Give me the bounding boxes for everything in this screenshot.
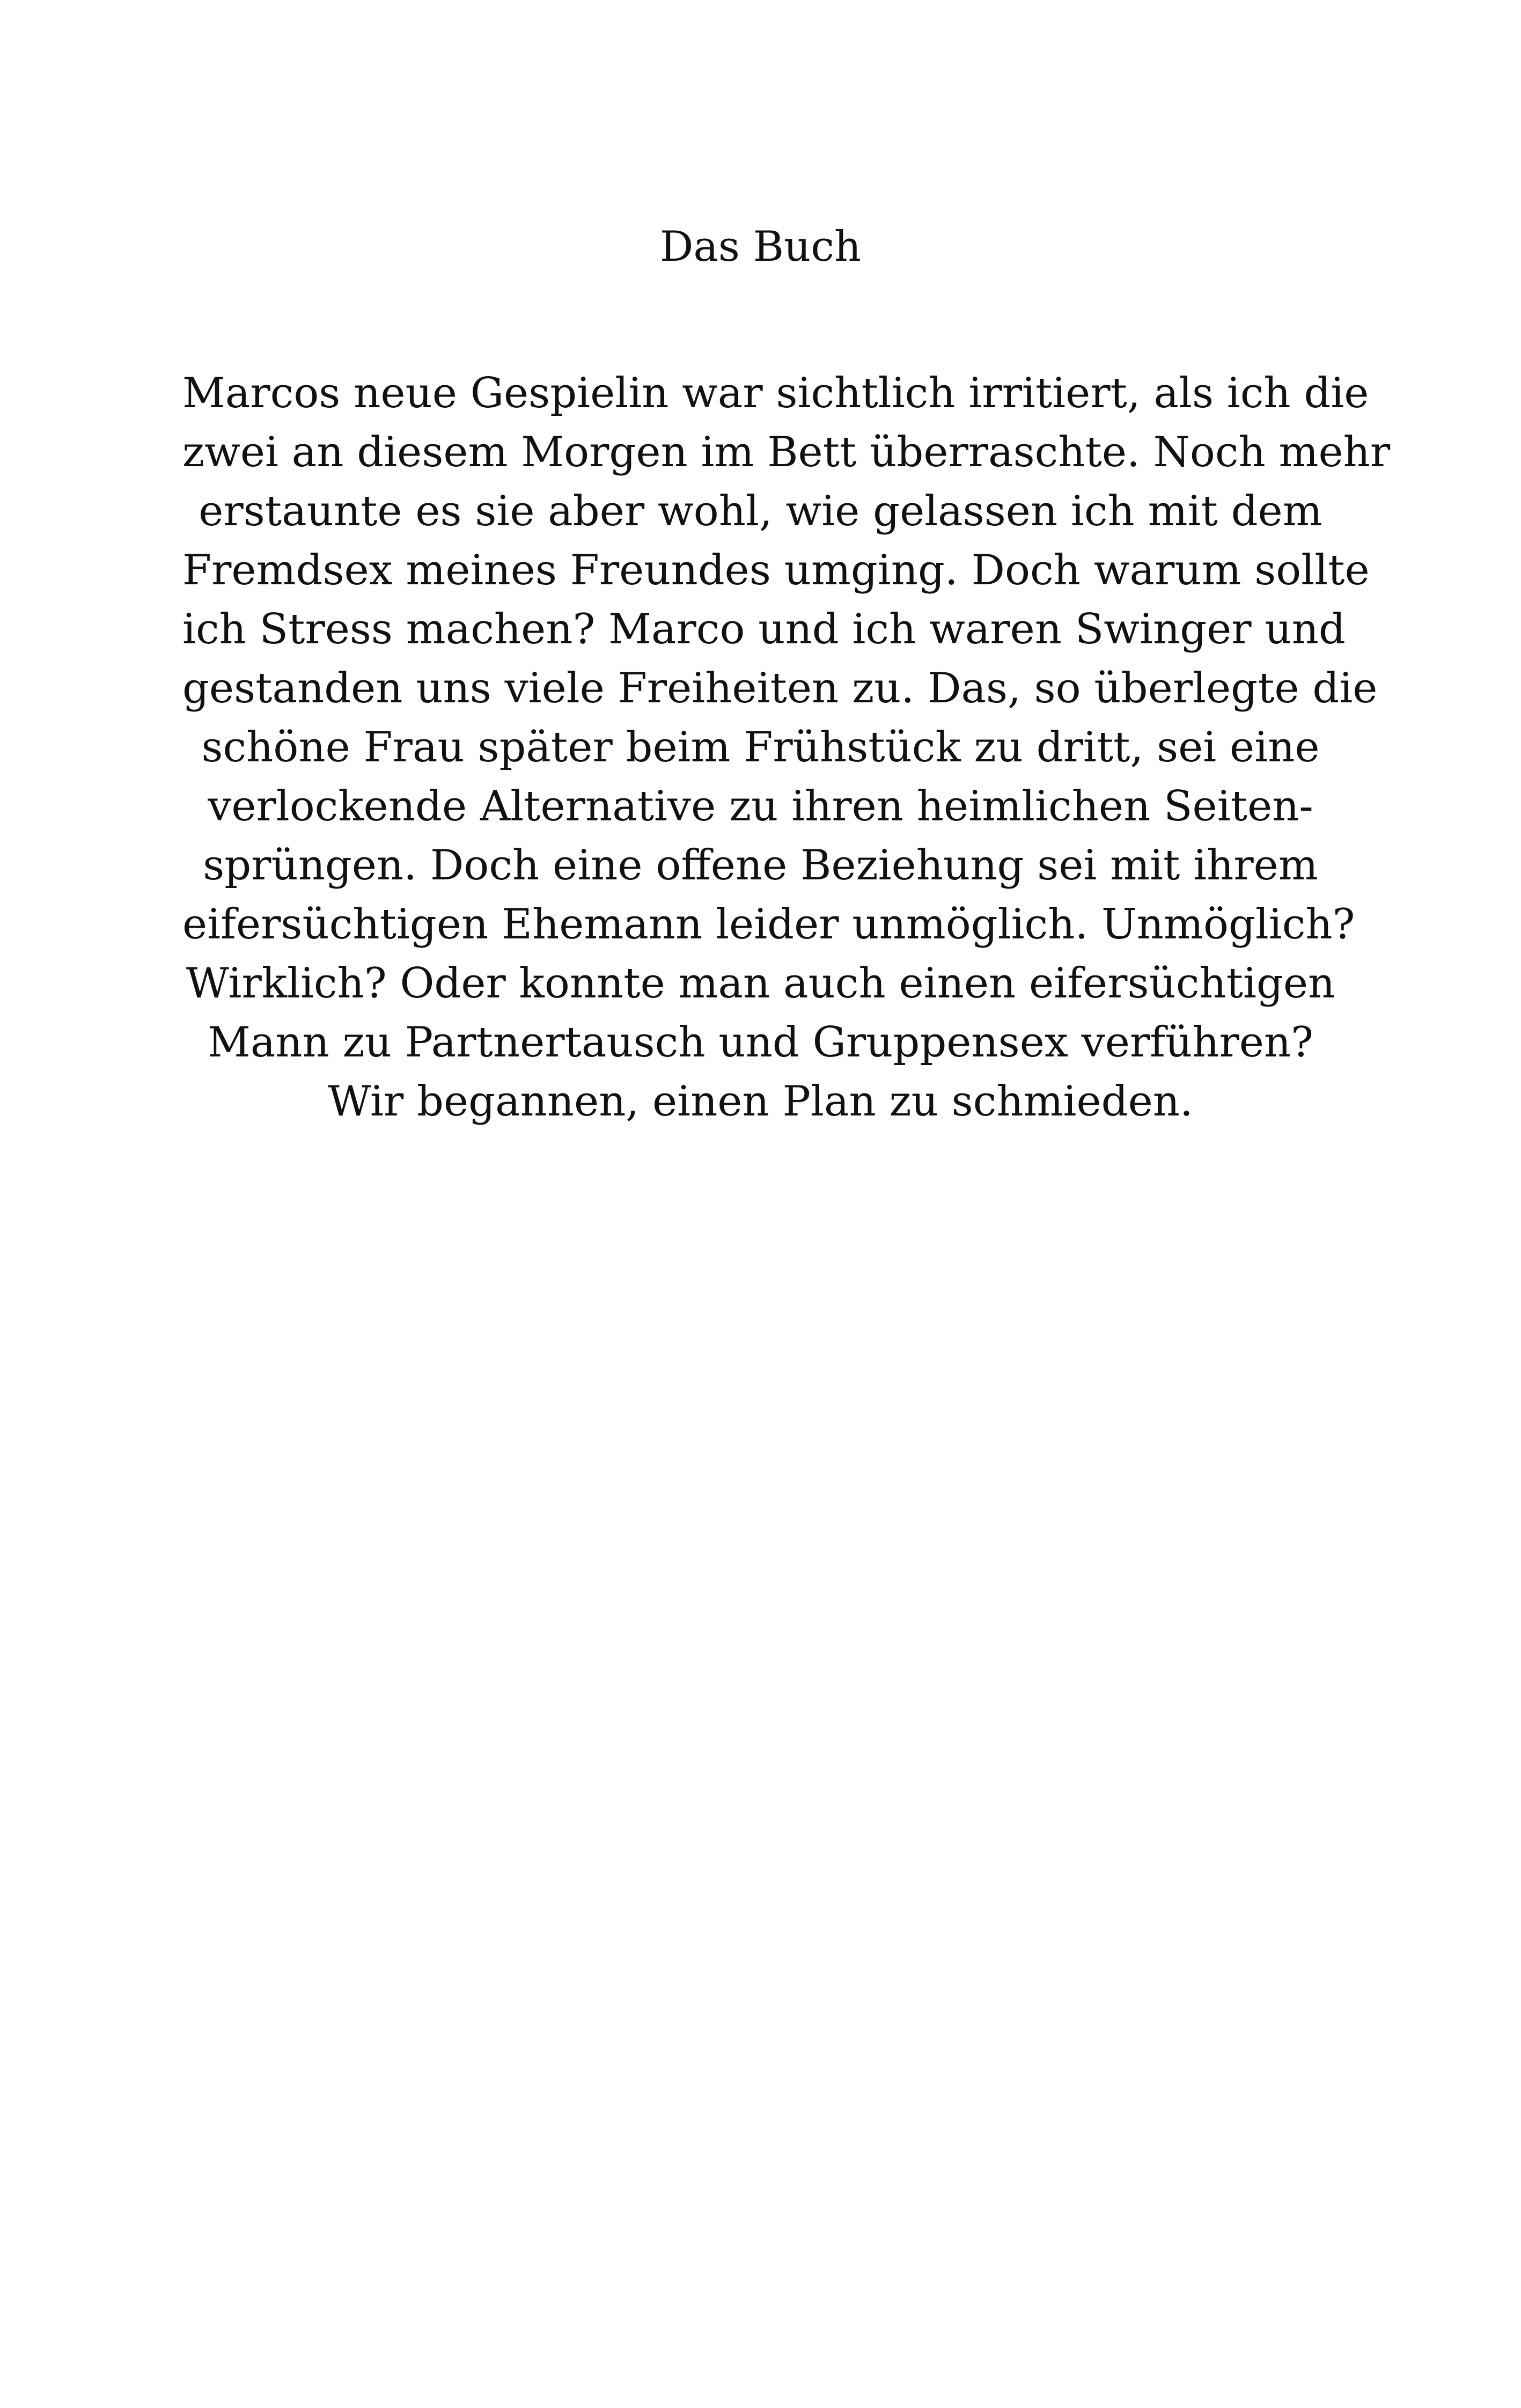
blurb-line: ich Stress machen? Marco und ich waren Swinger und: [182, 605, 1346, 654]
blurb-line: Mann zu Partnertausch und Gruppensex verführen?: [208, 1018, 1313, 1067]
blurb-line: Marcos neue Gespielin war sichtlich irritiert, als ich die: [182, 369, 1369, 417]
blurb-line: eifersüchtigen Ehemann leider unmöglich. Unmöglich?: [182, 900, 1355, 949]
blurb-line: sprüngen. Doch eine offene Beziehung sei mit ihrem: [203, 841, 1318, 890]
blurb-line: schöne Frau später beim Frühstück zu dritt, sei eine: [201, 723, 1320, 772]
book-blurb: [182, 364, 1391, 1131]
blurb-line: verlockende Alternative zu ihren heimlichen Seiten-: [208, 782, 1313, 831]
blurb-line: gestanden uns viele Freiheiten zu. Das, so überlegte die: [182, 664, 1378, 713]
page-title: Das Buch: [659, 223, 862, 271]
blurb-line: Wirklich? Oder konnte man auch einen eifersüchtigen: [186, 959, 1335, 1008]
blurb-line: Wir begannen, einen Plan zu schmieden.: [328, 1077, 1193, 1126]
blurb-line: erstaunte es sie aber wohl, wie gelassen ich mit dem: [199, 487, 1322, 535]
blurb-line: zwei an diesem Morgen im Bett überraschte. Noch mehr: [182, 428, 1391, 476]
blurb-line: Fremdsex meines Freundes umging. Doch warum sollte: [182, 546, 1370, 594]
